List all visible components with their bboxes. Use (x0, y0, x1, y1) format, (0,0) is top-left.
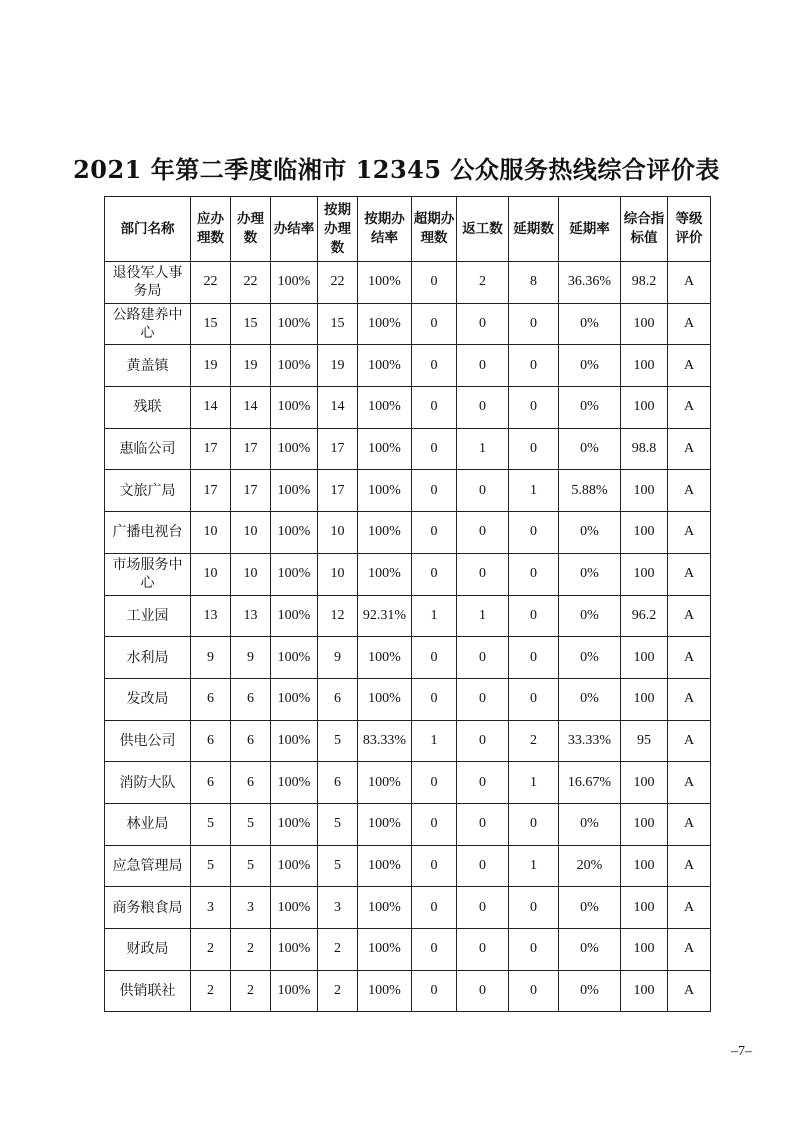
table-cell: 0 (457, 887, 509, 929)
table-cell: 0 (412, 470, 457, 512)
table-cell: 100% (358, 553, 412, 595)
table-row (105, 428, 711, 470)
table-cell: 100% (271, 720, 318, 762)
column-header: 综合指标值 (621, 197, 668, 262)
table-cell: 0 (457, 762, 509, 804)
table-cell: 100% (271, 303, 318, 345)
column-header: 超期办理数 (412, 197, 457, 262)
table-cell: 5 (191, 845, 231, 887)
table-cell: 100% (358, 929, 412, 971)
table-row (105, 512, 711, 554)
department-name-cell: 发改局 (105, 678, 191, 720)
table-cell: 33.33% (559, 720, 621, 762)
table-cell: 0 (509, 387, 559, 429)
table-cell: 92.31% (358, 595, 412, 637)
table-cell: 100% (358, 845, 412, 887)
table-cell: 0 (412, 803, 457, 845)
table-cell: 100% (271, 262, 318, 304)
table-cell: 100% (358, 803, 412, 845)
table-cell: 0 (412, 637, 457, 679)
column-header: 部门名称 (105, 197, 191, 262)
table-cell: 0 (412, 762, 457, 804)
table-row (105, 929, 711, 971)
table-cell: 100% (358, 387, 412, 429)
table-cell: 100% (358, 303, 412, 345)
table-cell: A (668, 887, 711, 929)
table-cell: 1 (457, 595, 509, 637)
table-row (105, 387, 711, 429)
table-cell: 0 (457, 345, 509, 387)
table-cell: 100% (271, 929, 318, 971)
table-cell: 0 (412, 345, 457, 387)
table-cell: 100% (271, 637, 318, 679)
table-cell: 14 (231, 387, 271, 429)
table-cell: 19 (318, 345, 358, 387)
table-cell: 1 (509, 762, 559, 804)
table-cell: 0% (559, 970, 621, 1012)
table-cell: 15 (191, 303, 231, 345)
table-cell: 3 (191, 887, 231, 929)
department-name-cell: 应急管理局 (105, 845, 191, 887)
table-cell: 15 (318, 303, 358, 345)
table-cell: 100% (271, 470, 318, 512)
table-header-row (105, 197, 711, 262)
table-row (105, 595, 711, 637)
table-cell: 100% (271, 803, 318, 845)
table-cell: A (668, 553, 711, 595)
table-cell: 0 (412, 512, 457, 554)
table-cell: 5.88% (559, 470, 621, 512)
table-cell: 100 (621, 345, 668, 387)
table-cell: 5 (191, 803, 231, 845)
table-cell: A (668, 262, 711, 304)
table-cell: 0 (457, 387, 509, 429)
table-cell: 0 (457, 803, 509, 845)
table-cell: 0 (457, 929, 509, 971)
department-name-cell: 黄盖镇 (105, 345, 191, 387)
table-cell: 100% (271, 595, 318, 637)
column-header: 办结率 (271, 197, 318, 262)
table-cell: A (668, 720, 711, 762)
table-cell: 17 (231, 428, 271, 470)
table-cell: 0 (509, 803, 559, 845)
table-cell: 0 (412, 887, 457, 929)
table-cell: 0 (457, 637, 509, 679)
table-cell: 22 (318, 262, 358, 304)
table-cell: 0 (509, 553, 559, 595)
table-cell: 100 (621, 678, 668, 720)
table-cell: 100% (358, 262, 412, 304)
table-cell: 0 (457, 303, 509, 345)
column-header: 等级评价 (668, 197, 711, 262)
table-cell: 100 (621, 637, 668, 679)
table-row (105, 553, 711, 595)
table-cell: 10 (231, 553, 271, 595)
table-cell: 0 (509, 428, 559, 470)
table-cell: 3 (318, 887, 358, 929)
column-header: 按期办结率 (358, 197, 412, 262)
table-cell: 100 (621, 970, 668, 1012)
table-cell: 17 (191, 428, 231, 470)
table-cell: 100 (621, 803, 668, 845)
table-cell: 2 (191, 970, 231, 1012)
table-cell: A (668, 762, 711, 804)
table-row (105, 262, 711, 304)
table-cell: 6 (191, 678, 231, 720)
table-cell: 0 (509, 303, 559, 345)
table-cell: 1 (509, 470, 559, 512)
table-cell: 0 (412, 303, 457, 345)
table-cell: 10 (191, 553, 231, 595)
table-cell: 100 (621, 845, 668, 887)
table-cell: 0 (509, 970, 559, 1012)
page-number: –7– (731, 1044, 752, 1059)
department-name-cell: 文旅广局 (105, 470, 191, 512)
department-name-cell: 水利局 (105, 637, 191, 679)
table-cell: 100% (358, 345, 412, 387)
table-cell: A (668, 803, 711, 845)
table-row (105, 762, 711, 804)
table-cell: 20% (559, 845, 621, 887)
column-header: 延期率 (559, 197, 621, 262)
table-cell: 17 (318, 470, 358, 512)
table-cell: 0 (457, 512, 509, 554)
department-name-cell: 残联 (105, 387, 191, 429)
table-cell: 100 (621, 762, 668, 804)
table-cell: 100 (621, 512, 668, 554)
column-header: 办理数 (231, 197, 271, 262)
table-cell: 100% (271, 845, 318, 887)
table-cell: 83.33% (358, 720, 412, 762)
table-cell: 100 (621, 553, 668, 595)
department-name-cell: 消防大队 (105, 762, 191, 804)
table-cell: 6 (231, 720, 271, 762)
table-cell: 100% (358, 428, 412, 470)
table-cell: 13 (231, 595, 271, 637)
table-cell: 15 (231, 303, 271, 345)
table-cell: 17 (231, 470, 271, 512)
table-cell: 0% (559, 428, 621, 470)
column-header: 按期办理数 (318, 197, 358, 262)
table-cell: 0 (412, 845, 457, 887)
table-cell: 100% (358, 762, 412, 804)
department-name-cell: 公路建养中心 (105, 303, 191, 345)
table-cell: 100% (271, 762, 318, 804)
table-cell: 100% (271, 387, 318, 429)
table-cell: A (668, 345, 711, 387)
table-cell: 100% (271, 970, 318, 1012)
table-cell: 100% (358, 678, 412, 720)
table-cell: 0 (412, 929, 457, 971)
table-cell: 95 (621, 720, 668, 762)
table-cell: 5 (231, 845, 271, 887)
table-cell: 98.2 (621, 262, 668, 304)
table-cell: 5 (318, 845, 358, 887)
table-cell: 1 (412, 595, 457, 637)
table-row (105, 637, 711, 679)
table-cell: 0 (509, 512, 559, 554)
table-cell: 10 (318, 512, 358, 554)
table-cell: 2 (231, 929, 271, 971)
table-cell: A (668, 637, 711, 679)
table-cell: 0% (559, 803, 621, 845)
table-cell: 0 (509, 929, 559, 971)
table-cell: 2 (231, 970, 271, 1012)
table-cell: 0% (559, 929, 621, 971)
table-cell: 100% (271, 553, 318, 595)
table-cell: 0% (559, 678, 621, 720)
department-name-cell: 财政局 (105, 929, 191, 971)
table-cell: 0 (509, 595, 559, 637)
table-cell: A (668, 929, 711, 971)
table-cell: 10 (191, 512, 231, 554)
table-cell: 17 (191, 470, 231, 512)
table-cell: 100 (621, 387, 668, 429)
department-name-cell: 商务粮食局 (105, 887, 191, 929)
table-cell: 0% (559, 303, 621, 345)
department-name-cell: 退役军人事务局 (105, 262, 191, 304)
department-name-cell: 供电公司 (105, 720, 191, 762)
table-cell: 5 (231, 803, 271, 845)
table-cell: 0 (509, 637, 559, 679)
table-row (105, 345, 711, 387)
table-cell: 2 (191, 929, 231, 971)
table-cell: 6 (318, 678, 358, 720)
table-cell: 0 (509, 678, 559, 720)
table-cell: A (668, 512, 711, 554)
table-cell: 100 (621, 929, 668, 971)
table-cell: 1 (457, 428, 509, 470)
department-name-cell: 市场服务中心 (105, 553, 191, 595)
table-cell: A (668, 387, 711, 429)
table-cell: 8 (509, 262, 559, 304)
table-cell: 0 (457, 553, 509, 595)
table-cell: 100% (271, 345, 318, 387)
table-cell: 0 (412, 428, 457, 470)
table-cell: 0 (457, 845, 509, 887)
table-row (105, 970, 711, 1012)
table-cell: 6 (191, 762, 231, 804)
table-cell: 6 (191, 720, 231, 762)
table-cell: 14 (318, 387, 358, 429)
table-cell: A (668, 428, 711, 470)
table-cell: 0 (412, 387, 457, 429)
table-cell: A (668, 678, 711, 720)
table-cell: 0% (559, 512, 621, 554)
table-cell: 0 (509, 887, 559, 929)
table-cell: 13 (191, 595, 231, 637)
column-header: 应办理数 (191, 197, 231, 262)
table-cell: 100 (621, 303, 668, 345)
table-cell: 2 (457, 262, 509, 304)
department-name-cell: 工业园 (105, 595, 191, 637)
table-cell: A (668, 970, 711, 1012)
table-cell: 6 (318, 762, 358, 804)
table-cell: 6 (231, 678, 271, 720)
table-row (105, 470, 711, 512)
table-cell: 100% (271, 512, 318, 554)
table-row (105, 803, 711, 845)
table-cell: 16.67% (559, 762, 621, 804)
table-cell: 17 (318, 428, 358, 470)
table-cell: 100% (271, 428, 318, 470)
table-cell: 14 (191, 387, 231, 429)
table-cell: 2 (318, 929, 358, 971)
table-cell: 9 (231, 637, 271, 679)
table-row (105, 720, 711, 762)
table-cell: 9 (191, 637, 231, 679)
table-cell: A (668, 470, 711, 512)
table-cell: 100 (621, 470, 668, 512)
table-cell: 0 (457, 470, 509, 512)
table-cell: 36.36% (559, 262, 621, 304)
department-name-cell: 惠临公司 (105, 428, 191, 470)
table-cell: 6 (231, 762, 271, 804)
table-cell: 10 (318, 553, 358, 595)
evaluation-table (104, 196, 711, 1012)
table-row (105, 678, 711, 720)
table-cell: 19 (231, 345, 271, 387)
table-cell: A (668, 303, 711, 345)
table-cell: A (668, 845, 711, 887)
table-cell: 1 (412, 720, 457, 762)
table-cell: 5 (318, 720, 358, 762)
table-cell: 100% (358, 637, 412, 679)
table-cell: 0 (412, 553, 457, 595)
table-cell: A (668, 595, 711, 637)
column-header: 返工数 (457, 197, 509, 262)
table-cell: 100% (358, 470, 412, 512)
table-cell: 0 (457, 678, 509, 720)
table-cell: 9 (318, 637, 358, 679)
table-cell: 2 (318, 970, 358, 1012)
table-row (105, 845, 711, 887)
table-cell: 100% (358, 512, 412, 554)
table-cell: 0% (559, 387, 621, 429)
table-cell: 100% (358, 970, 412, 1012)
table-cell: 100% (358, 887, 412, 929)
table-cell: 1 (509, 845, 559, 887)
table-cell: 5 (318, 803, 358, 845)
table-body (105, 262, 711, 1012)
table-cell: 0% (559, 345, 621, 387)
table-cell: 0 (412, 678, 457, 720)
table-cell: 0 (457, 970, 509, 1012)
table-cell: 100% (271, 887, 318, 929)
page-title: 2021 年第二季度临湘市 12345 公众服务热线综合评价表 (73, 155, 720, 184)
department-name-cell: 广播电视台 (105, 512, 191, 554)
table-cell: 0% (559, 595, 621, 637)
table-cell: 98.8 (621, 428, 668, 470)
table-cell: 0 (457, 720, 509, 762)
table-cell: 22 (231, 262, 271, 304)
table-cell: 19 (191, 345, 231, 387)
table-cell: 3 (231, 887, 271, 929)
column-header: 延期数 (509, 197, 559, 262)
table-cell: 12 (318, 595, 358, 637)
table-cell: 96.2 (621, 595, 668, 637)
table-cell: 0 (509, 345, 559, 387)
table-row (105, 303, 711, 345)
table-cell: 0 (412, 970, 457, 1012)
table-cell: 2 (509, 720, 559, 762)
table-cell: 100 (621, 887, 668, 929)
table-cell: 0% (559, 637, 621, 679)
table-cell: 0% (559, 553, 621, 595)
table-cell: 0 (412, 262, 457, 304)
table-cell: 10 (231, 512, 271, 554)
department-name-cell: 林业局 (105, 803, 191, 845)
table-cell: 0% (559, 887, 621, 929)
table-cell: 100% (271, 678, 318, 720)
table-cell: 22 (191, 262, 231, 304)
table-row (105, 887, 711, 929)
department-name-cell: 供销联社 (105, 970, 191, 1012)
